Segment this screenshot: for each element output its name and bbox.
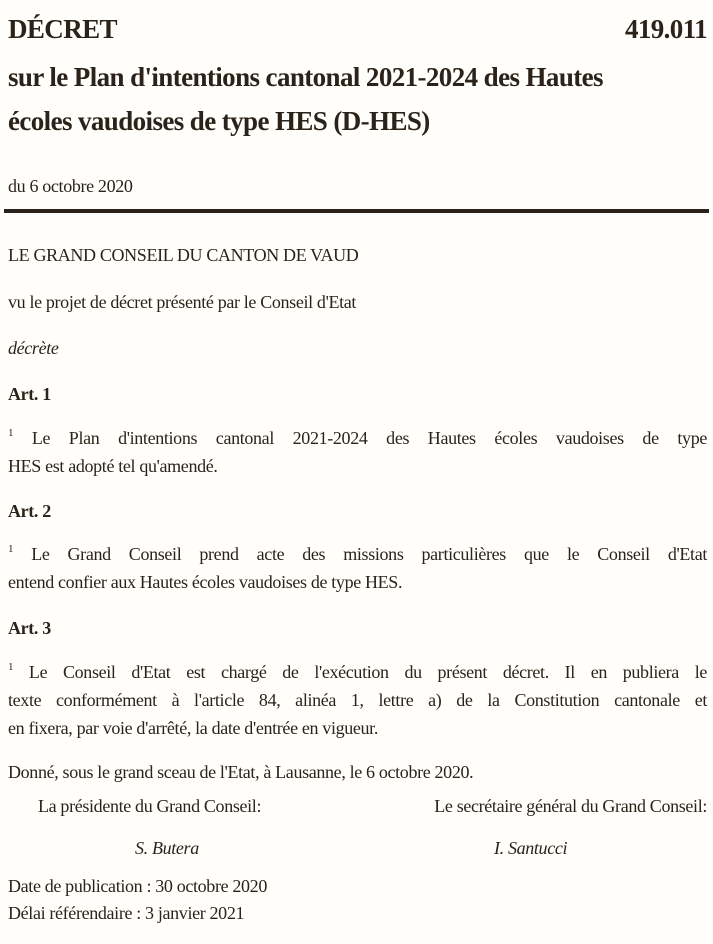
article-2-line: entend confier aux Hautes écoles vaudoises de type HES. xyxy=(8,572,403,592)
article-2-line: $^1$ Le Grand Conseil prend acte des missions particulières que le Conseil d'Etat xyxy=(8,543,707,564)
article-1-title: Art. 1 xyxy=(8,384,51,404)
referendum-deadline: Délai référendaire : 3 janvier 2021 xyxy=(8,903,245,923)
doc-number: 419.011 xyxy=(624,14,707,44)
signatory-role-1: La présidente du Grand Conseil: xyxy=(38,796,262,816)
article-3-title: Art. 3 xyxy=(8,618,51,638)
title-line-2: écoles vaudoises de type HES (D-HES) xyxy=(8,106,430,136)
decrees: décrète xyxy=(8,338,59,358)
preamble: vu le projet de décret présenté par le Conseil d'Etat xyxy=(8,292,357,312)
article-1-line: HES est adopté tel qu'amendé. xyxy=(8,456,218,476)
given-at: Donné, sous le grand sceau de l'Etat, à Lausanne, le 6 octobre 2020. xyxy=(8,762,474,782)
doc-type: DÉCRET xyxy=(8,14,117,44)
article-3-line: texte conformément à l'article 84, alinéa 1, lettre a) de la Constitution cantonale et xyxy=(8,690,707,710)
signatory-role-2: Le secrétaire général du Grand Conseil: xyxy=(434,796,707,816)
signatory-name-2: I. Santucci xyxy=(494,838,568,858)
article-2-title: Art. 2 xyxy=(8,501,51,521)
divider xyxy=(4,209,709,213)
publication-date: Date de publication : 30 octobre 2020 xyxy=(8,876,267,896)
signatory-name-1: S. Butera xyxy=(135,838,199,858)
authority: LE GRAND CONSEIL DU CANTON DE VAUD xyxy=(8,245,359,265)
article-3-line: $^1$ Le Conseil d'Etat est chargé de l'exécution du présent décret. Il en publiera le xyxy=(8,661,707,682)
doc-header xyxy=(8,14,707,45)
article-3-line: en fixera, par voie d'arrêté, la date d'entrée en vigueur. xyxy=(8,718,378,738)
article-1-line: $^1$ Le Plan d'intentions cantonal 2021-2024 des Hautes écoles vaudoises de type xyxy=(8,427,707,448)
decree-date: du 6 octobre 2020 xyxy=(8,176,133,196)
title-line-1: sur le Plan d'intentions cantonal 2021-2024 des Hautes xyxy=(8,62,603,92)
